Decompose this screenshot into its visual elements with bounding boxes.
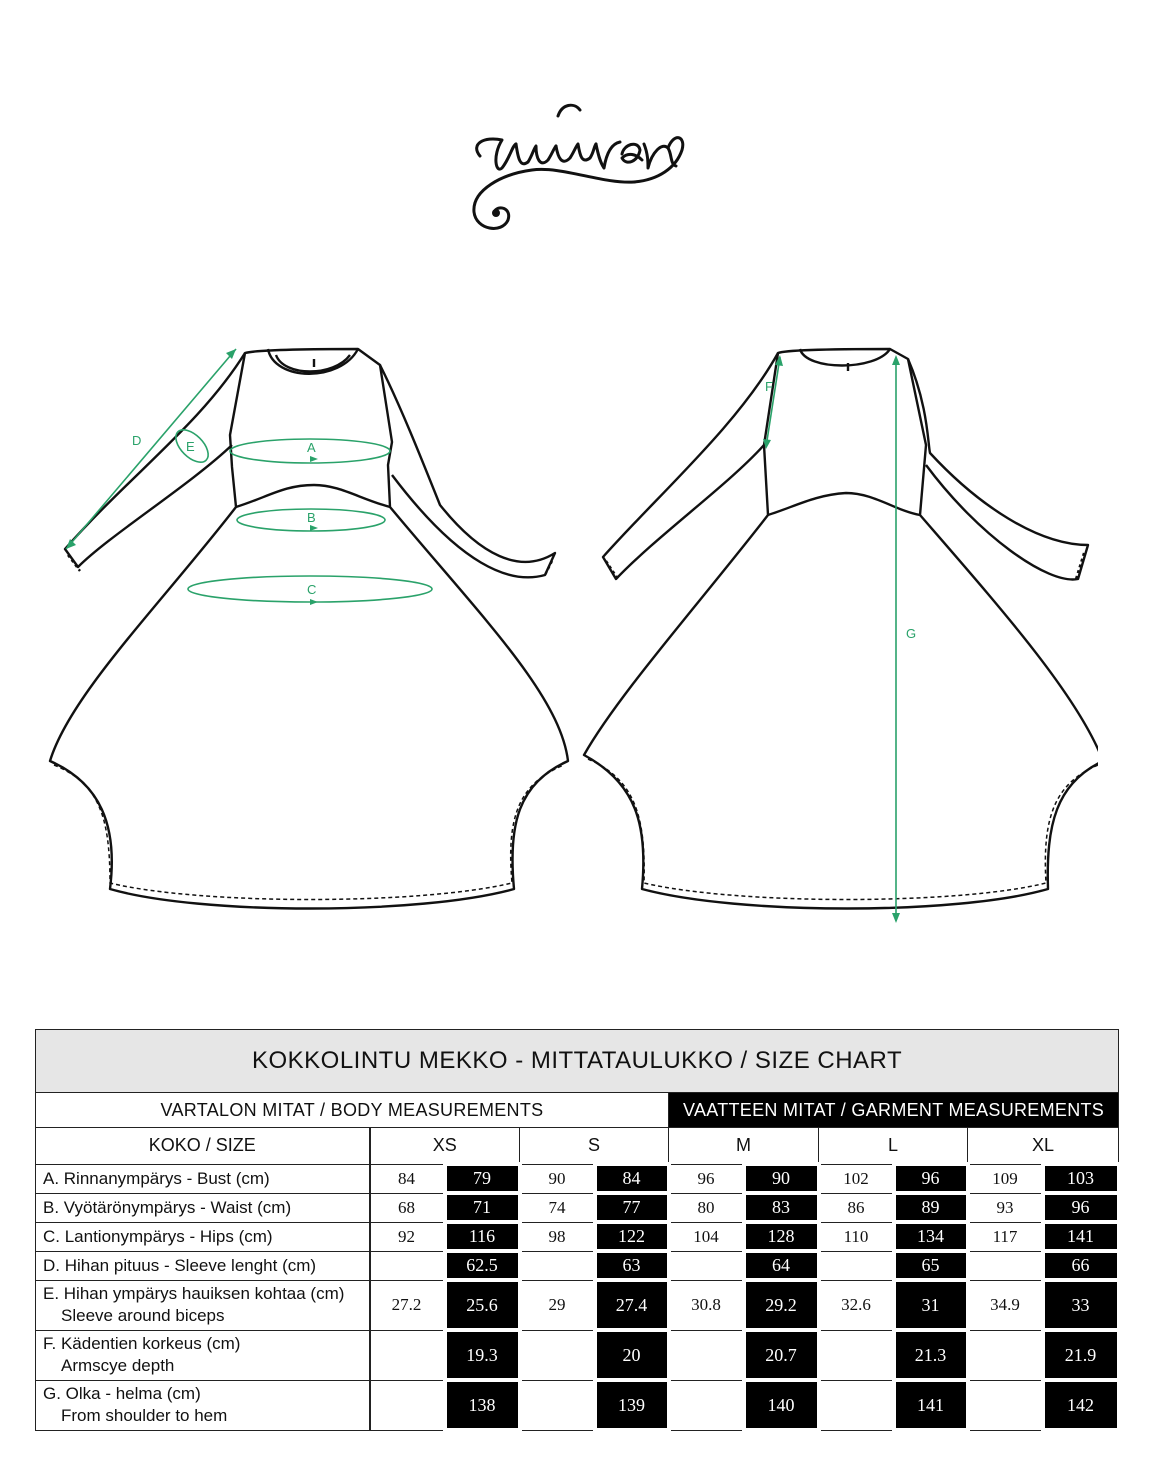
table-row	[36, 1193, 1119, 1222]
measurement-label	[36, 1222, 370, 1251]
garment-value-cell: 89	[894, 1193, 968, 1222]
garment-value-cell: 138	[445, 1380, 520, 1430]
size-header-s: S	[520, 1128, 669, 1165]
table-row	[36, 1330, 1119, 1380]
garment-value-cell: 71	[445, 1193, 520, 1222]
body-value-cell: 110	[819, 1222, 894, 1251]
body-value-cell	[968, 1330, 1043, 1380]
measure-label-b: B	[307, 510, 316, 525]
size-header-l: L	[819, 1128, 968, 1165]
table-row	[36, 1380, 1119, 1430]
garment-value-cell: 90	[744, 1164, 819, 1193]
measurement-label-text: A. Rinnanympärys - Bust (cm)	[43, 1168, 270, 1188]
measurement-label	[36, 1330, 370, 1380]
body-value-cell: 80	[669, 1193, 744, 1222]
measurement-label-text: F. Kädentien korkeus (cm)	[43, 1334, 241, 1353]
garment-value-cell: 21.3	[894, 1330, 968, 1380]
garment-measurements-header: VAATTEEN MITAT / GARMENT MEASUREMENTS	[669, 1093, 1119, 1128]
measurement-label-english: Armscye depth	[61, 1356, 175, 1375]
garment-value-cell: 142	[1043, 1380, 1119, 1430]
measure-label-c: C	[307, 582, 317, 597]
garment-value-cell: 103	[1043, 1164, 1119, 1193]
size-chart-title: KOKKOLINTU MEKKO - MITTATAULUKKO / SIZE CHART	[36, 1030, 1119, 1093]
garment-value-cell: 77	[595, 1193, 669, 1222]
body-value-cell	[370, 1380, 445, 1430]
measurement-label-text: C. Lantionympärys - Hips (cm)	[43, 1226, 273, 1246]
brand-logo	[462, 96, 694, 242]
garment-value-cell: 63	[595, 1251, 669, 1280]
garment-value-cell: 96	[1043, 1193, 1119, 1222]
body-value-cell: 32.6	[819, 1280, 894, 1330]
garment-value-cell: 116	[445, 1222, 520, 1251]
body-value-cell	[669, 1380, 744, 1430]
body-value-cell	[819, 1330, 894, 1380]
body-value-cell: 117	[968, 1222, 1043, 1251]
measurement-label-text: E. Hihan ympärys hauiksen kohtaa (cm)	[43, 1284, 345, 1303]
size-header-xs: XS	[370, 1128, 520, 1165]
measure-label-e: E	[186, 439, 195, 454]
body-value-cell: 68	[370, 1193, 445, 1222]
measurement-label-text: D. Hihan pituus - Sleeve lenght (cm)	[43, 1255, 317, 1275]
table-row	[36, 1164, 1119, 1193]
body-value-cell: 96	[669, 1164, 744, 1193]
body-value-cell	[520, 1330, 595, 1380]
dress-back-diagram	[578, 335, 1098, 935]
measure-label-g: G	[906, 626, 917, 641]
size-header-m: M	[669, 1128, 819, 1165]
garment-value-cell: 140	[744, 1380, 819, 1430]
garment-value-cell: 31	[894, 1280, 968, 1330]
measurement-label	[36, 1164, 370, 1193]
measure-label-a: A	[307, 440, 316, 455]
body-value-cell: 74	[520, 1193, 595, 1222]
body-value-cell: 93	[968, 1193, 1043, 1222]
body-value-cell	[370, 1330, 445, 1380]
body-value-cell	[968, 1251, 1043, 1280]
garment-value-cell: 66	[1043, 1251, 1119, 1280]
garment-value-cell: 96	[894, 1164, 968, 1193]
body-value-cell: 29	[520, 1280, 595, 1330]
garment-value-cell: 139	[595, 1380, 669, 1430]
body-value-cell	[370, 1251, 445, 1280]
garment-value-cell: 84	[595, 1164, 669, 1193]
body-value-cell: 104	[669, 1222, 744, 1251]
body-value-cell: 34.9	[968, 1280, 1043, 1330]
measurement-label	[36, 1280, 370, 1330]
body-value-cell: 98	[520, 1222, 595, 1251]
measurement-label-text: G. Olka - helma (cm)	[43, 1384, 201, 1403]
garment-value-cell: 65	[894, 1251, 968, 1280]
garment-value-cell: 27.4	[595, 1280, 669, 1330]
body-value-cell: 90	[520, 1164, 595, 1193]
measure-label-f: F	[765, 379, 773, 394]
body-value-cell	[819, 1251, 894, 1280]
garment-value-cell: 25.6	[445, 1280, 520, 1330]
body-value-cell	[669, 1251, 744, 1280]
garment-value-cell: 141	[1043, 1222, 1119, 1251]
size-chart-rows	[36, 1164, 1119, 1430]
garment-value-cell: 122	[595, 1222, 669, 1251]
size-header-row	[36, 1128, 1119, 1165]
dress-front-diagram	[40, 335, 570, 935]
measurement-label-english: From shoulder to hem	[61, 1406, 228, 1425]
measurement-label	[36, 1251, 370, 1280]
garment-value-cell: 64	[744, 1251, 819, 1280]
garment-value-cell: 19.3	[445, 1330, 520, 1380]
garment-value-cell: 141	[894, 1380, 968, 1430]
garment-value-cell: 128	[744, 1222, 819, 1251]
measurement-label-english: Sleeve around biceps	[61, 1306, 225, 1325]
size-label: KOKO / SIZE	[36, 1128, 370, 1165]
body-value-cell: 86	[819, 1193, 894, 1222]
measurement-label	[36, 1193, 370, 1222]
table-row	[36, 1222, 1119, 1251]
garment-value-cell: 20.7	[744, 1330, 819, 1380]
garment-value-cell: 29.2	[744, 1280, 819, 1330]
garment-value-cell: 20	[595, 1330, 669, 1380]
size-header-xl: XL	[968, 1128, 1119, 1165]
body-value-cell: 27.2	[370, 1280, 445, 1330]
garment-value-cell: 21.9	[1043, 1330, 1119, 1380]
body-value-cell	[520, 1380, 595, 1430]
measurement-label	[36, 1380, 370, 1430]
table-row	[36, 1251, 1119, 1280]
garment-value-cell: 134	[894, 1222, 968, 1251]
garment-value-cell: 62.5	[445, 1251, 520, 1280]
body-value-cell: 84	[370, 1164, 445, 1193]
body-measurements-header: VARTALON MITAT / BODY MEASUREMENTS	[36, 1093, 669, 1128]
body-value-cell	[669, 1330, 744, 1380]
body-value-cell	[520, 1251, 595, 1280]
body-value-cell: 102	[819, 1164, 894, 1193]
body-value-cell: 109	[968, 1164, 1043, 1193]
body-value-cell	[968, 1380, 1043, 1430]
table-row	[36, 1280, 1119, 1330]
measure-label-d: D	[132, 433, 142, 448]
garment-value-cell: 79	[445, 1164, 520, 1193]
body-value-cell: 92	[370, 1222, 445, 1251]
garment-value-cell: 33	[1043, 1280, 1119, 1330]
measurement-label-text: B. Vyötärönympärys - Waist (cm)	[43, 1197, 292, 1217]
garment-value-cell: 83	[744, 1193, 819, 1222]
size-chart-table	[35, 1029, 1121, 1432]
body-value-cell: 30.8	[669, 1280, 744, 1330]
body-value-cell	[819, 1380, 894, 1430]
